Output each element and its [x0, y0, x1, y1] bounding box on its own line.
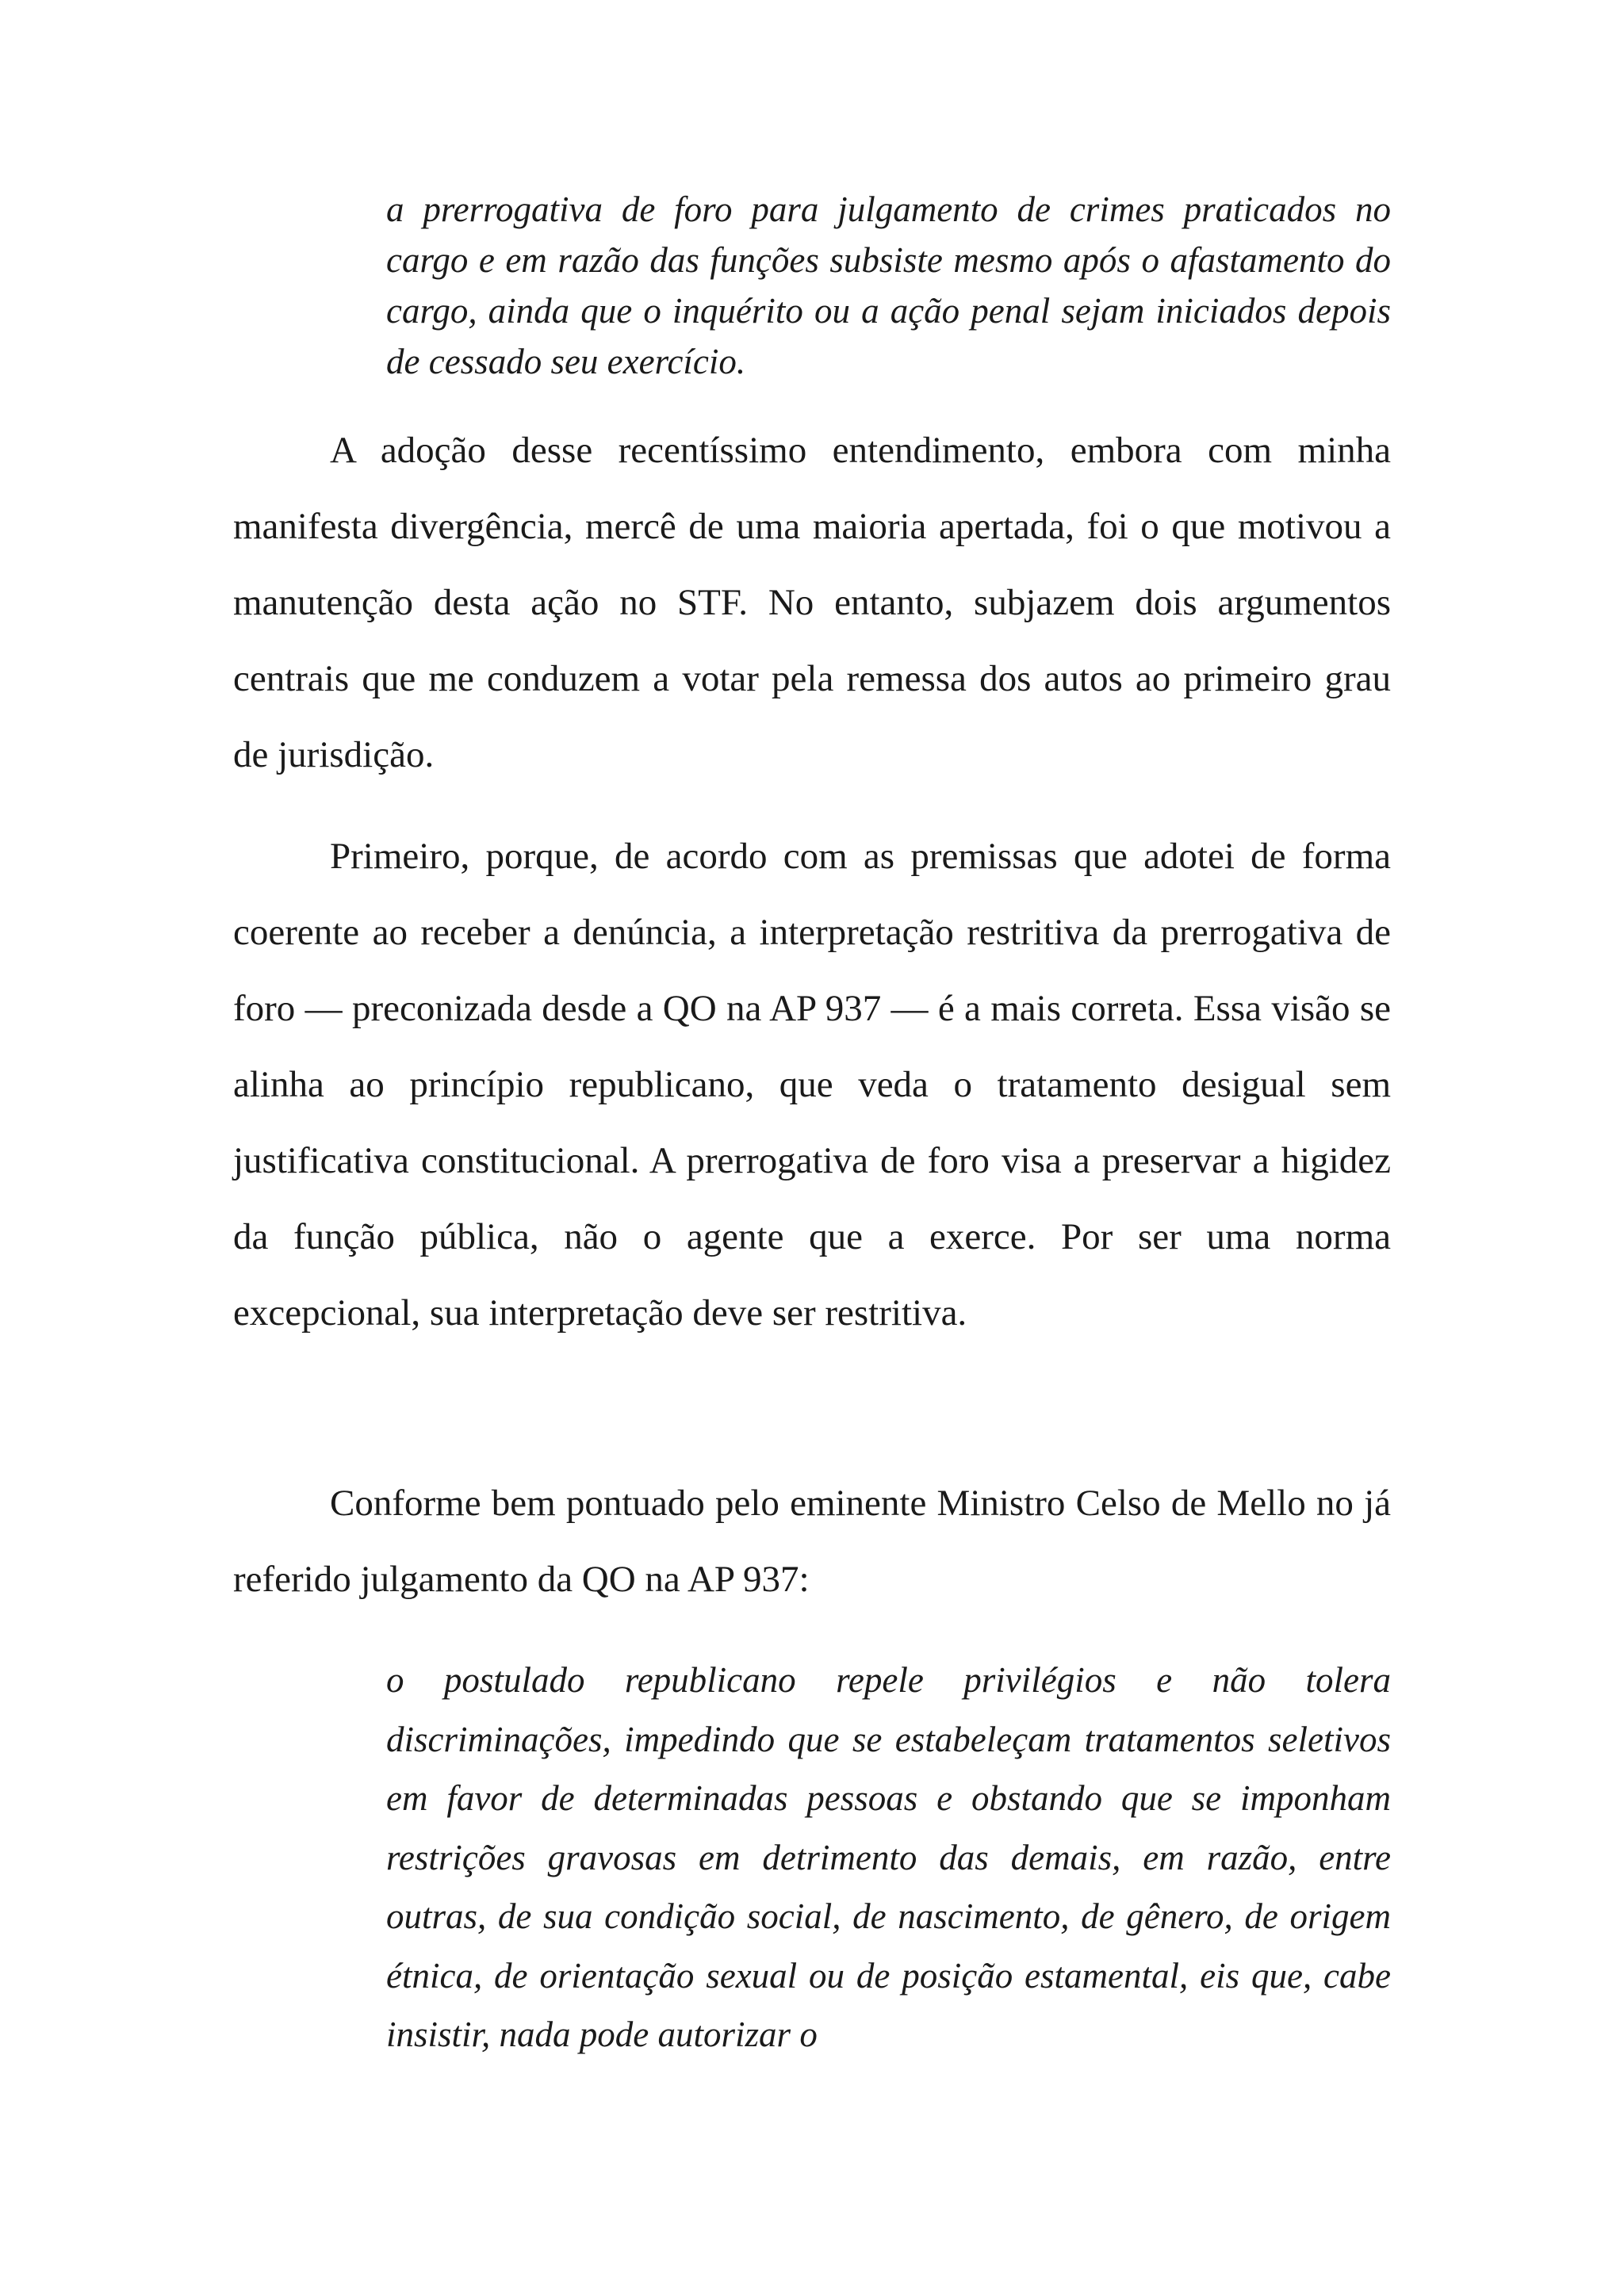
paragraph-1: A adoção desse recentíssimo entendimento, embora com minha manifesta divergência, mercê de uma maioria apertada, foi o que motivou a manutenção desta ação no STF. No entanto, subjazem dois argumentos centrais que me conduzem a votar pela remessa dos autos ao primeiro grau de jurisdição.: [233, 430, 1391, 775]
paragraph-3: Conforme bem pontuado pelo eminente Ministro Celso de Mello no já referido julgamento da QO na AP 937:: [233, 1483, 1391, 1600]
block-quote-top: a prerrogativa de foro para julgamento de crimes praticados no cargo e em razão das funções subsiste mesmo após o afastamento do cargo, ainda que o inquérito ou a ação penal sejam iniciados depois de cessado seu exercício.: [386, 189, 1391, 381]
paragraph-2: Primeiro, porque, de acordo com as premissas que adotei de forma coerente ao receber a denúncia, a interpretação restritiva da prerrogativa de foro — preconizada desde a QO na AP 937 — é a mais correta. Essa visão se alinha ao princípio republicano, que veda o tratamento desigual sem justificativa constitucional. A prerrogativa de foro visa a preservar a higidez da função pública, não o agente que a exerce. Por ser uma norma excepcional, sua interpretação deve ser restritiva.: [233, 836, 1391, 1334]
block-quote-bottom: o postulado republicano repele privilégios e não tolera discriminações, impedindo que se estabeleçam tratamentos seletivos em favor de determinadas pessoas e obstando que se imponham restrições gravosas em detrimento das demais, em razão, entre outras, de sua condição social, de nascimento, de gênero, de origem étnica, de orientação sexual ou de posição estamental, eis que, cabe insistir, nada pode autorizar o: [386, 1660, 1391, 2054]
